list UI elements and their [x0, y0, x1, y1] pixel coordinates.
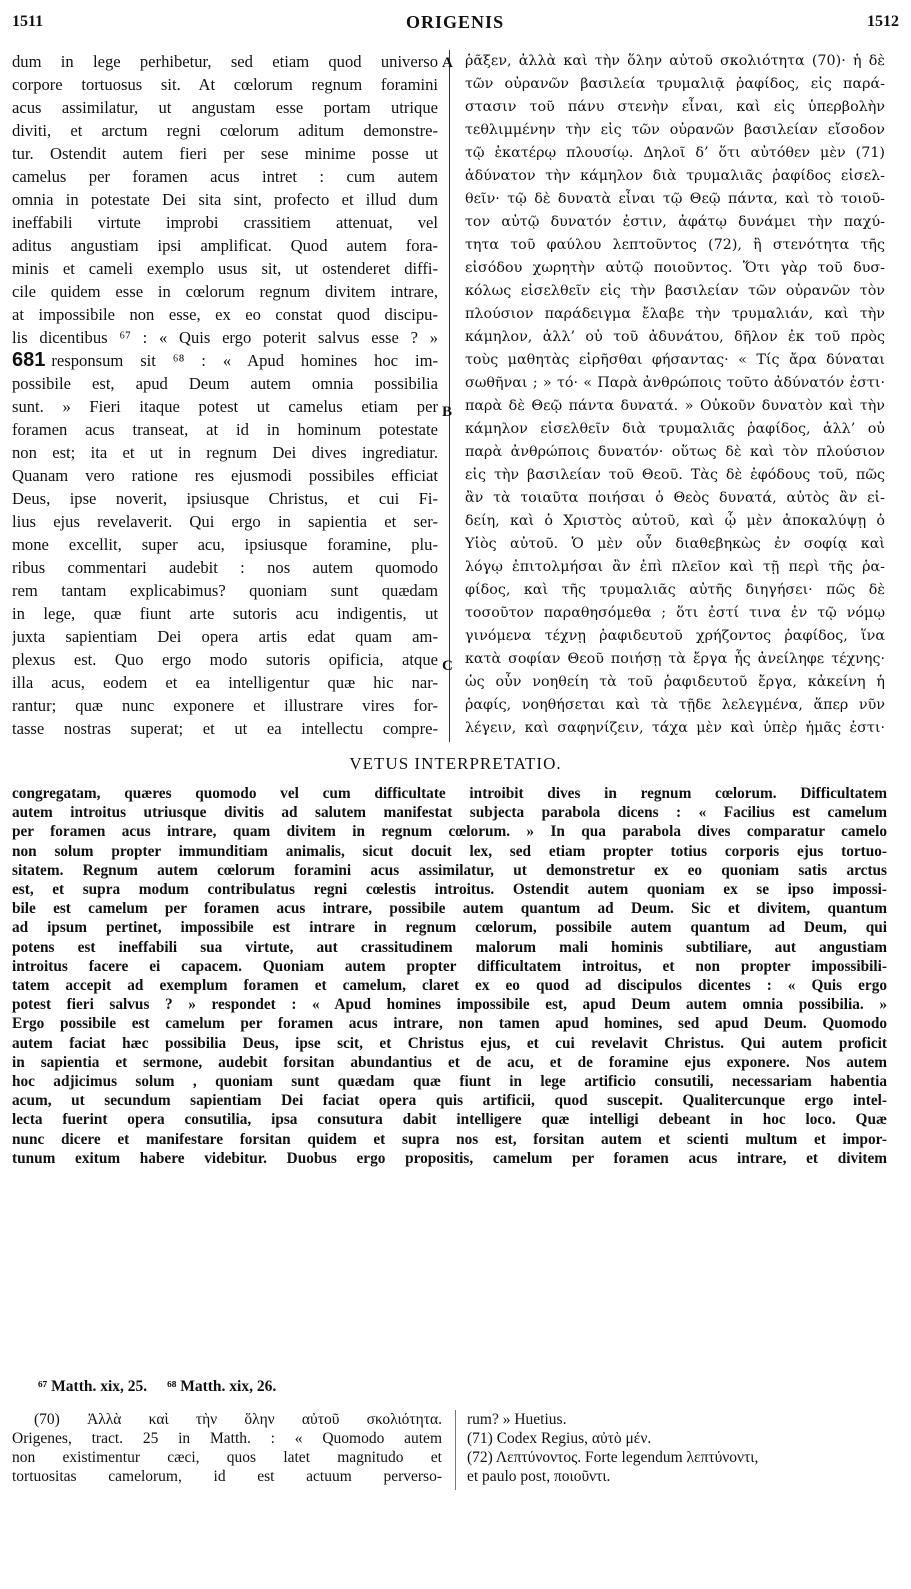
- latin-column: [12, 50, 438, 740]
- latin-line: sunt. » Fieri itaque potest ut camelus etiam per: [12, 397, 438, 416]
- latin-line: possibile est, apud Deum autem omnia possibilia: [12, 374, 438, 393]
- footnotes-left: [12, 1410, 442, 1486]
- interpretatio-line: potest fieri salvus ? » respondet : « Apud homines impossibile est, apud Deum autem omnia possibilia. »: [12, 996, 887, 1014]
- greek-column: [465, 50, 885, 740]
- interpretatio-line: introitus facere ei capacem. Quoniam autem propter difficultatem introitus, et non propter impossibili-: [12, 957, 887, 975]
- greek-line: ὡς οὖν νοηθείη τὰ τοῦ ῥαφιδευτοῦ ἔργα, κἀκείνη ἡ: [465, 674, 885, 690]
- latin-line: plexus est. Quo ergo modo sutoris opificia, atque: [12, 650, 438, 669]
- latin-line: aditus angustiam ipsi amplificat. Quod autem fora-: [12, 236, 438, 255]
- interpretatio-line: per foramen acus intrare, quam divitem in regnum cœlorum. » In qua parabola dives comparatur camelo: [12, 823, 887, 841]
- greek-line: τον αὐτῷ δυνατόν ἐστιν, ἀφάτῳ δυνάμει τὴν παχύ-: [465, 214, 885, 230]
- greek-line: ῥαφίς, νοηθήσεται καὶ τὰ τῇδε λελεγμένα, ἅπερ νῦν: [465, 697, 885, 713]
- latin-line: rantur; quæ nunc exponere et illustrare vires for-: [12, 696, 438, 715]
- latin-line: foramen acus transeat, at id in hominum potestate: [12, 420, 438, 439]
- latin-line: lius ejus revelaverit. Qui ergo in sapientia et ser-: [12, 512, 438, 531]
- greek-line: πλούσιον παράδειγμα ἔλαβε τὴν τρυμαλιάν, καὶ τὴν: [465, 306, 885, 322]
- latin-line: 681 responsum sit ⁶⁸ : « Apud homines hoc im-: [12, 349, 438, 371]
- page-header: [12, 10, 899, 34]
- latin-line: cile quidem esse in cœlorum regnum divitem intrare,: [12, 282, 438, 301]
- right-column-number: 1512: [867, 13, 899, 30]
- greek-line: κατὰ σοφίαν Θεοῦ ποιήσῃ τὰ ἔργα ἧς ἀνείληφε τέχνης·: [465, 651, 885, 667]
- column-divider: [449, 50, 450, 742]
- greek-line: λόγῳ ἐπιτολμήσαι ἂν ἐπὶ πλεῖον καὶ τῇ περὶ τῆς ῥα-: [465, 559, 885, 575]
- latin-line: Deus, ipse noverit, ipsiusque Christus, et cui Fi-: [12, 489, 438, 508]
- greek-line: κάμηλον εἰσελθεῖν διὰ τρυμαλιᾶς ῥαφίδος, ἀλλ’ οὐ: [465, 421, 885, 437]
- latin-line: omnia in potestate Dei sita sint, profecto et illud dum: [12, 190, 438, 209]
- latin-line: tur. Ostendit autem fieri per sese minime posse ut: [12, 144, 438, 163]
- interpretatio-line: autem faciat hæc possibilia Deus, ipse scit, et Christus ejus, et cui revelavit Christus. Qui autem proficit: [12, 1034, 887, 1052]
- greek-line: ἂν τὰ τοιαῦτα ποιήσαι ὁ Θεὸς δυνατά, αὐτὸς ἂν εἰ-: [465, 490, 885, 506]
- latin-line: corpore tortuosus sit. At cœlorum regnum foramini: [12, 75, 438, 94]
- latin-line: dum in lege perhibetur, sed etiam quod universo: [12, 52, 438, 71]
- interpretatio-line: est, et supra modum contribulatus regni cœlestis introitus. Ostendit autem quoniam ex se ipso impossi-: [12, 881, 887, 899]
- greek-line: παρὰ δὲ Θεῷ πάντα δυνατά. » Οὐκοῦν δυνατὸν καὶ τὴν: [465, 398, 885, 414]
- latin-line: minis et cameli exemplo usus sit, ut ostenderet diffi-: [12, 259, 438, 278]
- reference-67: ⁶⁷ Matth. xix, 25.: [38, 1378, 148, 1395]
- footnote-line: rum? » Huetius.: [467, 1411, 567, 1428]
- latin-line: ineffabili virtute improbi crassitiem attenuat, vel: [12, 213, 438, 232]
- interpretatio-line: potens est ineffabili sua virtute, aut crassitudinem malorum mali hominis subtiliare, aut angustiam: [12, 938, 887, 956]
- interpretatio-line: bile est camelum per foramen acus intrare, possibile autem quantum ad Deum. Sic et divitem, quantum: [12, 900, 887, 918]
- interpretatio-line: Ergo possibile est camelum per foramen acus intrare, non tamen apud homines, sed apud Deum. Quomodo: [12, 1015, 887, 1033]
- latin-line: at impossibile non esse, ex eo constat quod discipu-: [12, 305, 438, 324]
- footnotes-right: [467, 1410, 887, 1486]
- interpretatio-line: ad ipsum pertinet, impossibile est intrare in regnum cœlorum, possibile autem quantum ad Deum, qui: [12, 919, 887, 937]
- interpretatio-line: congregatam, quæres quomodo vel cum difficultate introibit dives in regnum cœlorum. Difficultatem: [12, 785, 887, 802]
- interpretatio-line: sitatem. Regnum autem cœlorum foramini acus assimilatur, ut demonstretur ex eo quoniam satis arctus: [12, 861, 887, 879]
- footnote-line: (72) Λεπτύνοντος. Forte legendum λεπτύνοντι,: [467, 1449, 759, 1466]
- greek-line: εἰς τὴν βασιλείαν τοῦ Θεοῦ. Τὰς δὲ ἐφόδους τοῦ, πῶς: [465, 467, 885, 483]
- running-title: ORIGENIS: [406, 11, 505, 32]
- margin-letter-a: A: [442, 55, 453, 71]
- latin-line: rem tantam explicabimus? quoniam sunt quædam: [12, 581, 438, 600]
- greek-line: λέγειν, καὶ σαφηνίζειν, τάχα μὲν καὶ ὑπὲρ ἡμᾶς ἐστι·: [465, 720, 885, 736]
- latin-line: ribus commentari audebit : nos autem quomodo: [12, 558, 438, 577]
- reference-68: ⁶⁸ Matth. xix, 26.: [167, 1378, 277, 1395]
- interpretatio-line: acum, ut secundum sapientiam Dei faciat opera quis artificii, quod suscepit. Qualitercunque ergo intel-: [12, 1092, 887, 1110]
- greek-line: φίδος, καὶ τῆς τρυμαλιᾶς αὐτῆς διηγήσει· πῶς δὲ: [465, 582, 885, 598]
- latin-line: lis dicentibus ⁶⁷ : « Quis ergo poterit salvus esse ? »: [12, 328, 438, 347]
- greek-line: τῶν οὐρανῶν βασιλεία τρυμαλιᾷ ῥαφίδος, εἰς παρά-: [465, 76, 885, 92]
- left-column-number: 1511: [12, 13, 44, 30]
- greek-line: τητα τοῦ φαύλου λεπτοῦντος (72), ἢ στενότητα τῆς: [465, 237, 885, 253]
- greek-line: κόλως εἰσελθεῖν εἰς τὴν βασιλείαν τῶν οὐρανῶν τὸν: [465, 283, 885, 299]
- interpretatio-line: nunc dicere et manifestare forsitan quidem et supra nos est, forsitan autem et scienti multum et impor-: [12, 1130, 887, 1148]
- latin-line: acus assimilatur, ut angustam esse portam utrique: [12, 98, 438, 117]
- latin-line: illa acus, eodem et ea intelligentur quæ hic nar-: [12, 673, 438, 692]
- greek-line: στασιν τοῦ πάνυ στενὴν εἶναι, καὶ εἰς ὑπερβολὴν: [465, 99, 885, 115]
- greek-line: παρὰ ἀνθρώποις δυνατόν· οὕτως δὲ καὶ τὸν πλούσιον: [465, 444, 885, 460]
- footnote-line: (70) Ἀλλὰ καὶ τὴν ὅλην αὐτοῦ σκολιότητα.: [34, 1411, 442, 1428]
- greek-line: Υἱὸς αὐτοῦ. Ὁ μὲν οὖν διαθεβηκὼς ἐν σοφίᾳ καὶ: [465, 536, 885, 552]
- footnote-line: non existimentur cæci, quos latet magnitudo et: [12, 1449, 442, 1466]
- greek-line: κάμηλον, ἀλλ’ οὐ τοῦ ἀδυνάτου, δῆλον ἐκ τοῦ πρὸς: [465, 329, 885, 345]
- greek-line: τοὺς μαθητὰς εἰρῆσθαι φήσαντας· « Τίς ἄρα δύναται: [465, 352, 885, 368]
- greek-line: ῥᾶξεν, ἀλλὰ καὶ τὴν ὅλην αὐτοῦ σκολιότητα (70)· ἡ δὲ: [465, 53, 885, 69]
- interpretatio-line: in sapientia et sermone, audebit forsitan abundantius et de acu, et de foramine ejus exponere. Nos autem: [12, 1053, 887, 1071]
- footnote-line: et paulo post, ποιοῦντι.: [467, 1468, 611, 1485]
- vetus-interpretatio-text: [12, 784, 887, 1168]
- footnote-line: (71) Codex Regius, αὐτὸ μέν.: [467, 1430, 652, 1447]
- footnote-line: Origenes, tract. 25 in Matth. : « Quomodo autem: [12, 1430, 442, 1447]
- greek-line: τοσοῦτον παραθησόμεθα ; ὅτι ἐστί τινα ἐν τῷ νόμῳ: [465, 605, 885, 621]
- latin-line: Quanam vero ratione res ejusmodi possibiles efficiat: [12, 466, 438, 485]
- greek-line: τῷ ἑκατέρῳ πλουσίῳ. Δηλοῖ δ’ ὅτι αὐτόθεν μὲν (71): [465, 145, 885, 161]
- notes-divider: [455, 1410, 456, 1490]
- margin-letter-c: C: [442, 658, 453, 674]
- latin-line: camelus per foramen acus intret : cum autem: [12, 167, 438, 186]
- greek-line: τεθλιμμένην τὴν εἰς τῶν οὐρανῶν βασιλείαν εἴσοδον: [465, 122, 885, 138]
- interpretatio-line: tunum exitum habere videbitur. Duobus ergo propositis, camelum per foramen acus intrare, et divitem: [12, 1149, 887, 1167]
- latin-line: in lege, quæ fiunt arte sutoris acu indigentis, ut: [12, 604, 438, 623]
- interpretatio-line: tatem accepit ad exemplum foramen et camelum, claret ex eo quod ad discipulos dicentes : « Quis ergo: [12, 977, 887, 995]
- latin-line: non est; ita et ut in regnum Dei dives ingrediatur.: [12, 443, 438, 462]
- greek-line: ἀδύνατον τὴν κάμηλον διὰ τρυμαλιᾶς ῥαφίδος εἰσελ-: [465, 168, 885, 184]
- greek-line: σωθῆναι ; » τό· « Παρὰ ἀνθρώποις τοῦτο ἀδύνατόν ἐστι·: [465, 375, 885, 391]
- interpretatio-line: lecta fuerint opera consutilia, ipsa consutura dabit intelligere quæ intelligi debeant in hoc loco. Quæ: [12, 1111, 887, 1129]
- greek-line: θεῖν· τῷ δὲ δυνατὰ εἶναι τῷ Θεῷ πάντα, καὶ τὸ τοιοῦ-: [465, 191, 885, 207]
- footnote-line: tortuositas camelorum, id est actuum perverso-: [12, 1468, 442, 1485]
- column-number: 681: [12, 349, 46, 371]
- margin-letter-b: B: [442, 404, 453, 420]
- latin-line: tasse nostras superat; et ut ea intellectu compre-: [12, 719, 438, 738]
- vetus-interpretatio-title: VETUS INTERPRETATIO.: [349, 754, 562, 773]
- scripture-references: [38, 1378, 292, 1396]
- greek-line: εἰσόδου χωρητὴν αὐτῷ ποιοῦντος. Ὅτι γὰρ τοῦ δυσ-: [465, 260, 885, 276]
- interpretatio-line: non solum propter immunditiam animalis, sicut docuit lex, sed etiam propter totius corporis ejus tortuo-: [12, 842, 887, 860]
- latin-line: juxta sapientiam Dei opera artis edat quam am-: [12, 627, 438, 646]
- latin-line: mone excellit, super acu, ipsiusque foramine, plu-: [12, 535, 438, 554]
- greek-line: γινόμενα τέχνῃ ῥαφιδευτοῦ χρήζοντος ῥαφίδος, ἵνα: [465, 628, 885, 644]
- latin-line: diviti, et arctum regni cœlorum aditum demonstre-: [12, 121, 438, 140]
- interpretatio-line: autem introitus utriusque divitis ad salutem manifestat subjecta parabola dicens : « Facilius est camelum: [12, 804, 887, 822]
- interpretatio-line: hoc adjicimus solum , quoniam sunt quædam quæ fiunt in lege artificio consutili, necessariam habentia: [12, 1073, 887, 1091]
- greek-line: δείη, καὶ ὁ Χριστὸς αὐτοῦ, καὶ ᾧ μὲν ἀποκαλύψῃ ὁ: [465, 513, 885, 529]
